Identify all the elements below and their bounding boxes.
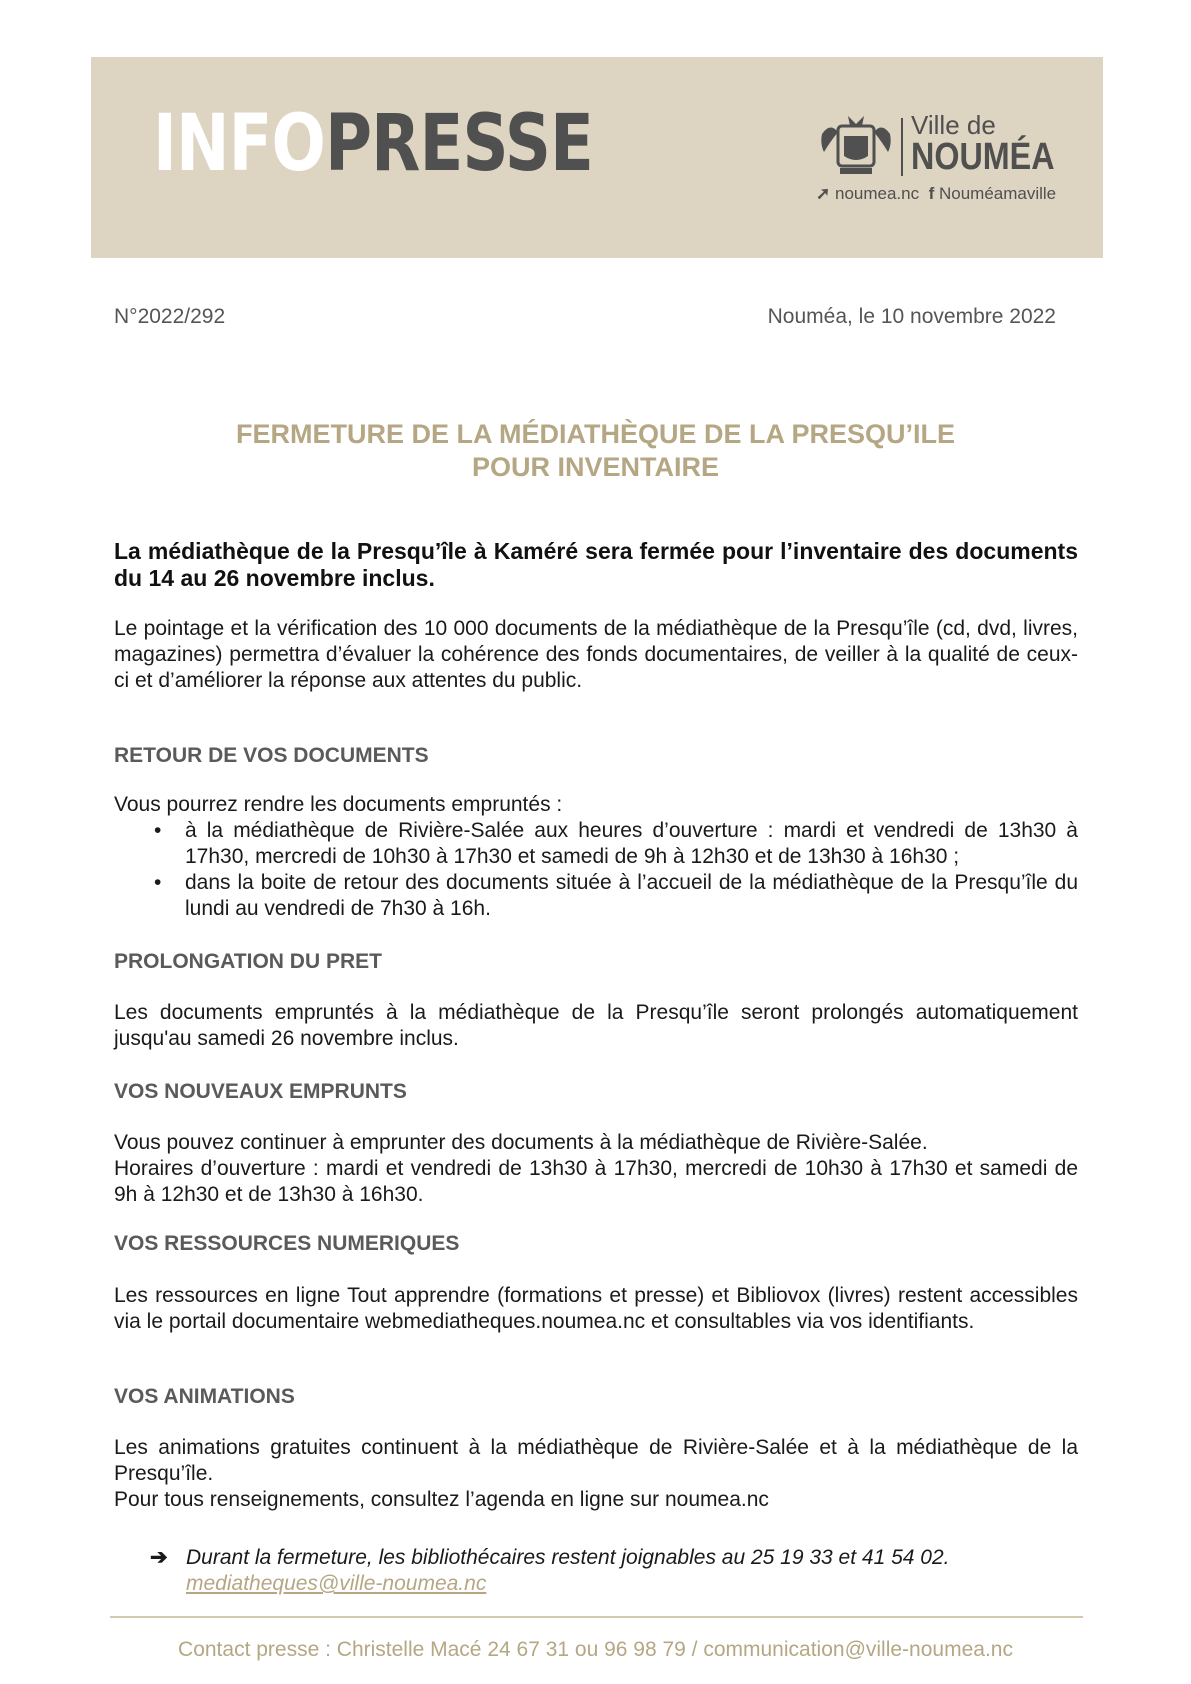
arrow-icon: ➚ <box>816 184 831 203</box>
emprunts-text1: Vous pouvez continuer à emprunter des documents à la médiathèque de Rivière-Salée. <box>114 1131 928 1154</box>
bullet-text: à la médiathèque de Rivière-Salée aux heures d’ouverture : mardi et vendredi de 13h30 à 17h30, mercredi de 10h30 à 17h30 et samedi de 9h à 12h30 et de 13h30 à 16h30 ; <box>185 819 1078 868</box>
section-heading-retour: RETOUR DE VOS DOCUMENTS <box>114 744 429 767</box>
logo-separator <box>901 118 903 176</box>
bullet-icon: • <box>154 871 162 894</box>
site-link[interactable]: noumea.nc <box>834 184 920 203</box>
bullet-icon: • <box>154 819 162 842</box>
brand-presse: PRESSE <box>325 99 593 189</box>
social-handle[interactable]: Nouméamaville <box>938 184 1057 203</box>
section-heading-ressources: VOS RESSOURCES NUMERIQUES <box>114 1232 460 1255</box>
page-title-line2: POUR INVENTAIRE <box>471 452 720 482</box>
intro-paragraph: Le pointage et la vérification des 10 000 documents de la médiathèque de la Presqu’île (cd, dvd, livres, magazines) permettra d’évaluer la cohérence des fonds documentaires, de veiller à la qualité de ceux-ci et d’améliorer la réponse aux attentes du public. <box>114 617 1078 692</box>
logo-noumea: NOUMÉA <box>911 136 1055 178</box>
page-title-line1: FERMETURE DE LA MÉDIATHÈQUE DE LA PRESQU’ILE <box>235 419 956 449</box>
ressources-text: Les ressources en ligne Tout apprendre (formations et presse) et Bibliovox (livres) restent accessibles via le portail documentaire webmediatheques.noumea.nc et consultables via vos identifiants. <box>114 1284 1078 1333</box>
info-presse-brand <box>153 99 593 189</box>
section-heading-prolongation: PROLONGATION DU PRET <box>114 950 382 973</box>
section-heading-animations: VOS ANIMATIONS <box>114 1385 295 1408</box>
footer-divider <box>110 1616 1083 1618</box>
city-crest-icon <box>816 112 896 182</box>
retour-text: Vous pourrez rendre les documents empruntés : <box>114 793 563 816</box>
prolongation-text: Les documents empruntés à la médiathèque de la Presqu’île seront prolongés automatiquement jusqu'au samedi 26 novembre inclus. <box>114 1001 1078 1050</box>
brand-info: INFO <box>153 99 326 189</box>
facebook-icon: f <box>928 184 935 203</box>
press-release-date: Nouméa, le 10 novembre 2022 <box>767 305 1056 328</box>
section-heading-emprunts: VOS NOUVEAUX EMPRUNTS <box>114 1080 407 1103</box>
bullet-text: dans la boite de retour des documents située à l’accueil de la médiathèque de la Presqu’île du lundi au vendredi de 7h30 à 16h. <box>185 871 1078 920</box>
arrow-right-icon: ➔ <box>150 1546 168 1569</box>
retour-bullet-list <box>114 818 1078 922</box>
emprunts-text2: Horaires d’ouverture : mardi et vendredi de 13h30 à 17h30, mercredi de 10h30 à 17h30 et samedi de 9h à 12h30 et de 13h30 à 16h30. <box>114 1157 1078 1206</box>
list-item <box>114 818 1078 870</box>
press-release-number: N°2022/292 <box>114 305 226 328</box>
list-item <box>114 870 1078 922</box>
header-banner <box>91 57 1103 258</box>
logo-social-links <box>816 184 1056 204</box>
email-link[interactable]: mediatheques@ville-noumea.nc <box>186 1572 487 1595</box>
animations-text2: Pour tous renseignements, consultez l’agenda en ligne sur noumea.nc <box>114 1488 769 1511</box>
note-text: Durant la fermeture, les bibliothécaires restent joignables au 25 19 33 et 41 54 02. <box>186 1546 950 1569</box>
animations-text1: Les animations gratuites continuent à la médiathèque de Rivière-Salée et à la médiathèque de la Presqu’île. <box>114 1436 1078 1485</box>
ville-de-noumea-logo <box>816 112 1066 202</box>
logo-ville-de: Ville de <box>911 110 996 140</box>
footer-contact: Contact presse : Christelle Macé 24 67 31 ou 96 98 79 / communication@ville-noumea.nc <box>178 1638 1013 1661</box>
lead-paragraph: La médiathèque de la Presqu’île à Kaméré sera fermée pour l’inventaire des documents du 14 au 26 novembre inclus. <box>114 538 1078 591</box>
